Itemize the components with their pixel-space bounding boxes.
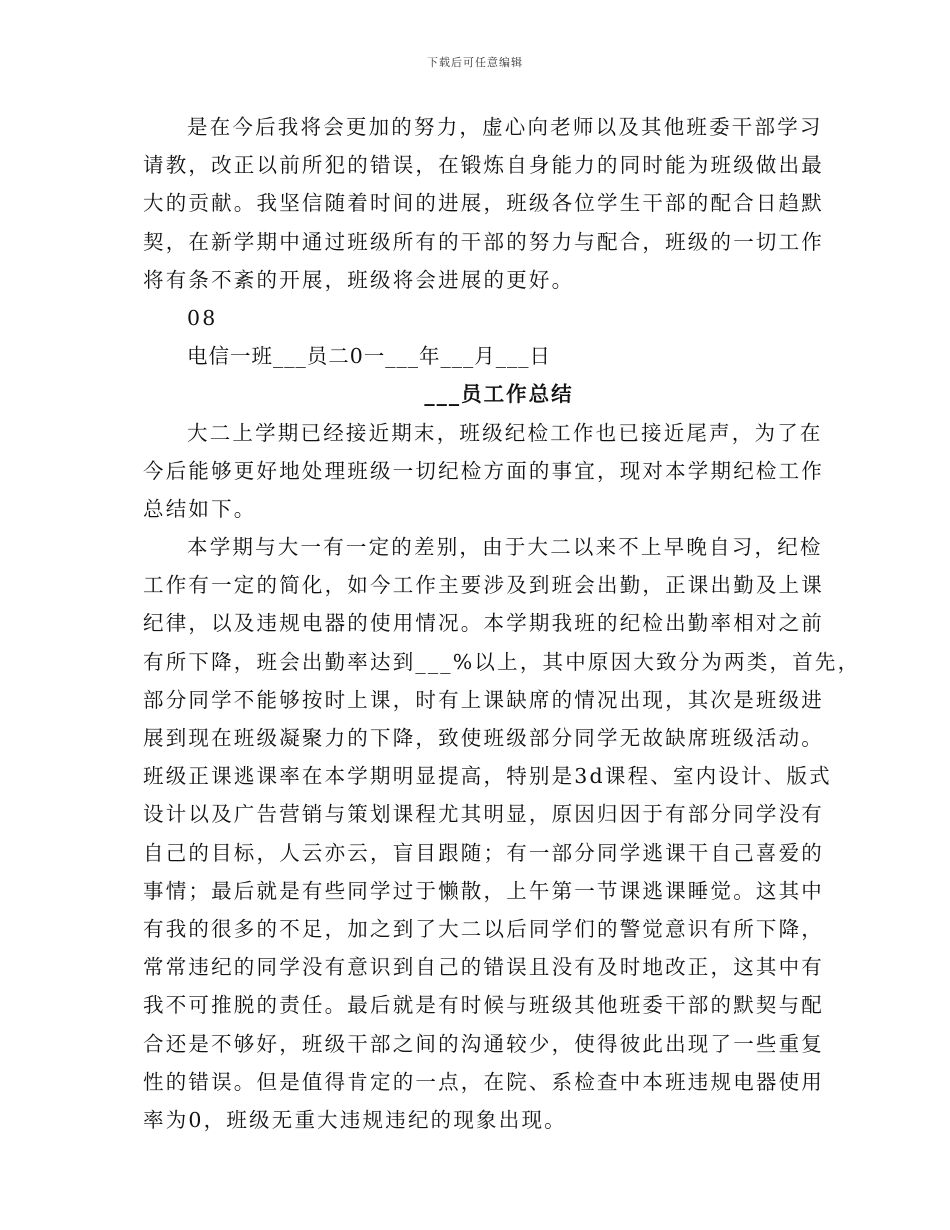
- paragraph-line: 契，在新学期中通过班级所有的干部的努力与配合，班级的一切工作: [143, 229, 824, 254]
- paragraph-line: 大的贡献。我坚信随着时间的进展，班级各位学生干部的配合日趋默: [143, 191, 824, 216]
- paragraph-line: 我不可推脱的责任。最后就是有时候与班级其他班委干部的默契与配: [143, 993, 824, 1018]
- header-note: 下载后可任意编辑: [427, 56, 523, 69]
- paragraph-line: 部分同学不能够按时上课，时有上课缺席的情况出现，其次是班级进: [143, 687, 824, 712]
- paragraph-line: 自己的目标，人云亦云，盲目跟随；有一部分同学逃课干自己喜爱的: [143, 840, 824, 865]
- paragraph-line: 今后能够更好地处理班级一切纪检方面的事宜，现对本学期纪检工作: [143, 458, 824, 483]
- paragraph-line: 合还是不够好，班级干部之间的沟通较少，使得彼此出现了一些重复: [143, 1031, 824, 1056]
- signature-date-line: 电信一班___员二0一___年___月___日: [187, 344, 552, 369]
- paragraph-line: 有所下降，班会出勤率达到___%以上，其中原因大致分为两类，首先，: [143, 649, 861, 674]
- paragraph-line: 工作有一定的简化，如今工作主要涉及到班会出勤，正课出勤及上课: [143, 573, 824, 598]
- paragraph-line: 率为0，班级无重大违规违纪的现象出现。: [143, 1107, 567, 1132]
- paragraph-line: 班级正课逃课率在本学期明显提高，特别是3d课程、室内设计、版式: [143, 764, 832, 789]
- paragraph-line: 大二上学期已经接近期末，班级纪检工作也已接近尾声，为了在: [187, 420, 823, 445]
- paragraph-line: 请教，改正以前所犯的错误，在锻炼自身能力的同时能为班级做出最: [143, 153, 824, 178]
- paragraph-line: 事情；最后就是有些同学过于懒散，上午第一节课逃课睡觉。这其中: [143, 878, 824, 903]
- section-title: ___员工作总结: [424, 382, 574, 407]
- paragraph-line: 将有条不紊的开展，班级将会进展的更好。: [143, 267, 575, 292]
- paragraph-line: 总结如下。: [143, 496, 257, 521]
- paragraph-line: 有我的很多的不足，加之到了大二以后同学们的警觉意识有所下降，: [143, 916, 824, 941]
- paragraph-line: 本学期与大一有一定的差别，由于大二以来不上早晚自习，纪检: [187, 535, 823, 560]
- paragraph-line: 展到现在班级凝聚力的下降，致使班级部分同学无故缺席班级活动。: [143, 726, 824, 750]
- paragraph-line: 常常违纪的同学没有意识到自己的错误且没有及时地改正，这其中有: [143, 955, 824, 980]
- document-body: [143, 108, 861, 1139]
- paragraph-line: 纪律，以及违规电器的使用情况。本学期我班的纪检出勤率相对之前: [143, 611, 824, 636]
- number-line: 08: [187, 305, 218, 330]
- paragraph-line: 性的错误。但是值得肯定的一点，在院、系检查中本班违规电器使用: [143, 1069, 824, 1094]
- paragraph-line: 是在今后我将会更加的努力，虚心向老师以及其他班委干部学习: [187, 115, 823, 139]
- paragraph-line: 设计以及广告营销与策划课程尤其明显，原因归因于有部分同学没有: [143, 802, 824, 827]
